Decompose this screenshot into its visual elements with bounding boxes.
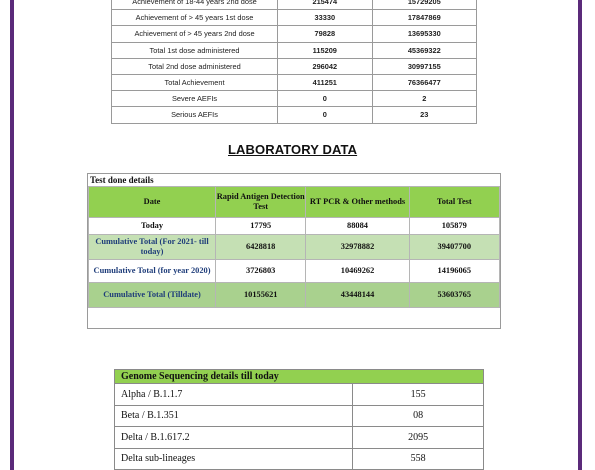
- laboratory-table-box: [87, 173, 501, 329]
- table-row: [112, 26, 477, 42]
- header-total-test: Total Test: [409, 187, 499, 218]
- cell-value: 39407700: [409, 235, 499, 260]
- table-caption: Test done details: [90, 175, 154, 185]
- cell-value: 296042: [278, 58, 372, 74]
- cell-value: 115209: [278, 42, 372, 58]
- row-label: Total 1st dose administered: [112, 42, 278, 58]
- table-row: [115, 405, 484, 427]
- row-label: Severe AEFIs: [112, 91, 278, 107]
- genome-table-title: Genome Sequencing details till today: [115, 370, 484, 384]
- cell-value: 88084: [306, 218, 409, 235]
- table-row: [112, 74, 477, 90]
- variant-name: Delta / B.1.617.2: [115, 427, 353, 449]
- cell-value: 15729205: [372, 0, 476, 10]
- cell-value: 17847869: [372, 10, 476, 26]
- laboratory-table: [88, 186, 500, 308]
- cell-value: 215474: [278, 0, 372, 10]
- table-row: [89, 260, 500, 283]
- cell-value: 43448144: [306, 283, 409, 308]
- cell-value: 3726803: [216, 260, 306, 283]
- cell-value: 10469262: [306, 260, 409, 283]
- table-row: [89, 218, 500, 235]
- table-row: [89, 235, 500, 260]
- cell-value: 30997155: [372, 58, 476, 74]
- cell-value: 411251: [278, 74, 372, 90]
- table-row: [115, 427, 484, 449]
- variant-count: 155: [353, 384, 484, 406]
- row-label: Achievement of > 45 years 1st dose: [112, 10, 278, 26]
- cell-value: 17795: [216, 218, 306, 235]
- row-label: Achievement of > 45 years 2nd dose: [112, 26, 278, 42]
- section-title: LABORATORY DATA: [228, 142, 358, 157]
- row-label: Cumulative Total (for year 2020): [89, 260, 216, 283]
- table-header-row: [89, 187, 500, 218]
- header-rtpcr: RT PCR & Other methods: [306, 187, 409, 218]
- table-row: [112, 42, 477, 58]
- page-border-left: [10, 0, 14, 470]
- row-label: Cumulative Total (For 2021- till today): [89, 235, 216, 260]
- row-label: Today: [89, 218, 216, 235]
- cell-value: 105879: [409, 218, 499, 235]
- genome-sequencing-table: [114, 369, 484, 470]
- table-row: [112, 91, 477, 107]
- cell-value: 0: [278, 91, 372, 107]
- row-label: Total Achievement: [112, 74, 278, 90]
- cell-value: 10155621: [216, 283, 306, 308]
- variant-name: Beta / B.1.351: [115, 405, 353, 427]
- variant-count: 558: [353, 448, 484, 470]
- cell-value: 13695330: [372, 26, 476, 42]
- variant-name: Alpha / B.1.1.7: [115, 384, 353, 406]
- table-row: [112, 58, 477, 74]
- page-border-right: [578, 0, 582, 470]
- cell-value: 79828: [278, 26, 372, 42]
- cell-value: 0: [278, 107, 372, 123]
- table-row: [112, 107, 477, 123]
- cell-value: 53603765: [409, 283, 499, 308]
- row-label: Total 2nd dose administered: [112, 58, 278, 74]
- cell-value: 14196065: [409, 260, 499, 283]
- row-label: Cumulative Total (Tilldate): [89, 283, 216, 308]
- variant-name: Delta sub-lineages: [115, 448, 353, 470]
- cell-value: 32978882: [306, 235, 409, 260]
- table-row: [89, 283, 500, 308]
- variant-count: 08: [353, 405, 484, 427]
- cell-value: 2: [372, 91, 476, 107]
- header-rapid-antigen: Rapid Antigen Detection Test: [216, 187, 306, 218]
- cell-value: 23: [372, 107, 476, 123]
- table-row: [112, 10, 477, 26]
- table-row: [115, 448, 484, 470]
- header-date: Date: [89, 187, 216, 218]
- table-row: [112, 0, 477, 10]
- table-row: [115, 384, 484, 406]
- variant-count: 2095: [353, 427, 484, 449]
- cell-value: 76366477: [372, 74, 476, 90]
- cell-value: 6428818: [216, 235, 306, 260]
- cell-value: 33330: [278, 10, 372, 26]
- cell-value: 45369322: [372, 42, 476, 58]
- vaccination-table: [111, 0, 477, 124]
- row-label: Achievement of 18-44 years 2nd dose: [112, 0, 278, 10]
- table-header-row: [115, 370, 484, 384]
- row-label: Serious AEFIs: [112, 107, 278, 123]
